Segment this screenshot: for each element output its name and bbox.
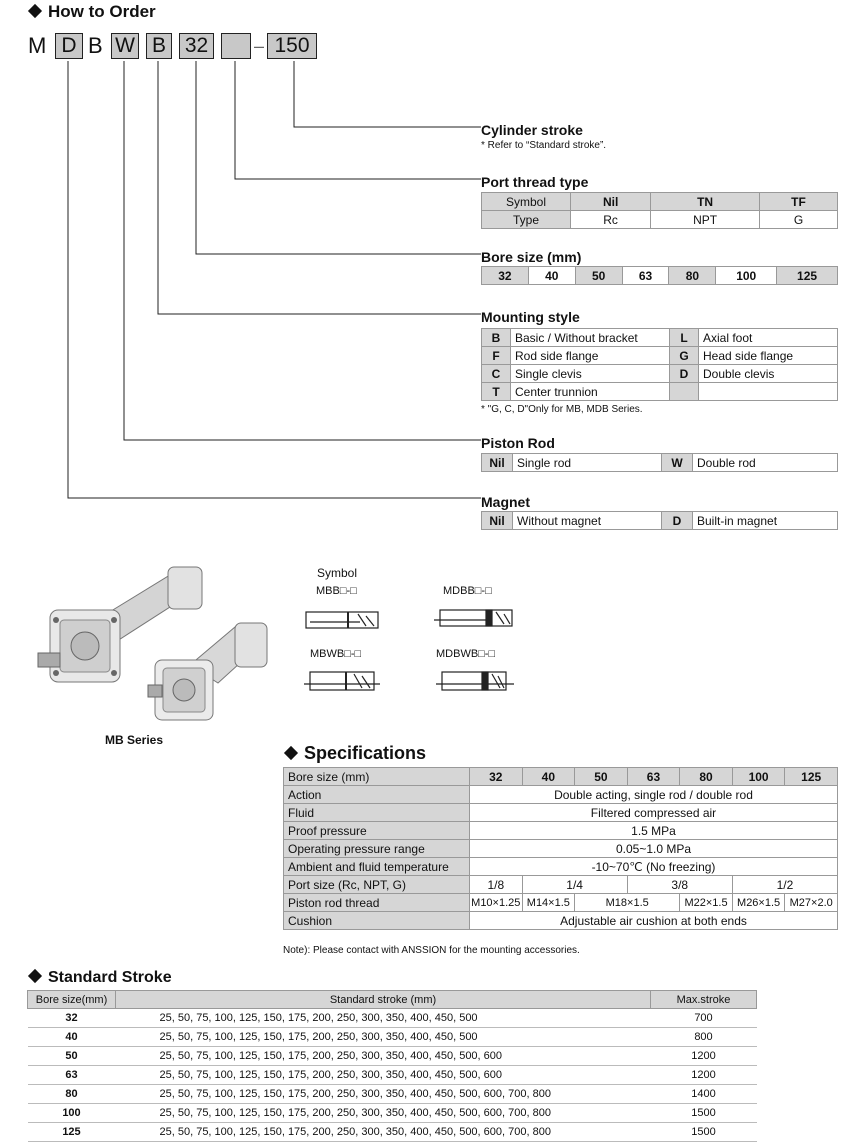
table-cell: 80 (28, 1085, 116, 1104)
symbol-mbwb-icon (304, 672, 380, 690)
symbol-title: Symbol (317, 566, 358, 580)
standard-stroke-table (27, 990, 757, 1142)
port-thread-table (481, 192, 838, 229)
table-cell: 63 (627, 768, 680, 786)
table-cell: Operating pressure range (284, 840, 470, 858)
table-cell: 40 (522, 768, 575, 786)
table-cell: -10~70℃ (No freezing) (470, 858, 838, 876)
cylinder-stroke-note: * Refer to “Standard stroke”. (481, 140, 607, 151)
table-cell: 50 (28, 1047, 116, 1066)
table-cell: Fluid (284, 804, 470, 822)
table-cell: Symbol (482, 193, 571, 211)
table-cell: M18×1.5 (575, 894, 680, 912)
table-row (482, 365, 838, 383)
table-cell: Nil (482, 454, 513, 472)
table-cell: 0.05~1.0 MPa (470, 840, 838, 858)
port-thread-title: Port thread type (481, 174, 589, 190)
table-row (482, 211, 838, 229)
table-cell: Single clevis (511, 365, 670, 383)
standard-stroke-heading (30, 969, 172, 987)
table-cell: 50 (575, 267, 622, 285)
table-cell: 25, 50, 75, 100, 125, 150, 175, 200, 250, 300, 350, 400, 450, 500 (116, 1028, 651, 1047)
magnet-table (481, 511, 838, 530)
product-cylinder-image (30, 565, 280, 730)
table-cell: 1400 (651, 1085, 757, 1104)
table-cell: Center trunnion (511, 383, 670, 401)
table-cell: G (759, 211, 837, 229)
table-row (482, 329, 838, 347)
code-dash: – (254, 36, 265, 56)
table-cell: Nil (482, 512, 513, 530)
table-cell: D (670, 365, 699, 383)
table-cell: 25, 50, 75, 100, 125, 150, 175, 200, 250, 300, 350, 400, 450, 500, 600, 700, 800 (116, 1104, 651, 1123)
table-cell: C (482, 365, 511, 383)
table-cell: Bore size (mm) (284, 768, 470, 786)
table-cell: 1/8 (470, 876, 523, 894)
table-row (284, 840, 838, 858)
table-cell: 32 (470, 768, 523, 786)
table-row (284, 768, 838, 786)
table-cell: Adjustable air cushion at both ends (470, 912, 838, 930)
table-cell: 80 (669, 267, 716, 285)
table-cell: 1200 (651, 1047, 757, 1066)
table-cell: M14×1.5 (522, 894, 575, 912)
piston-rod-title: Piston Rod (481, 435, 555, 451)
table-row (28, 1085, 757, 1104)
table-cell: 25, 50, 75, 100, 125, 150, 175, 200, 250, 300, 350, 400, 450, 500, 600, 700, 800 (116, 1123, 651, 1142)
table-cell: 25, 50, 75, 100, 125, 150, 175, 200, 250, 300, 350, 400, 450, 500, 600 (116, 1047, 651, 1066)
table-cell: 25, 50, 75, 100, 125, 150, 175, 200, 250, 300, 350, 400, 450, 500, 600, 700, 800 (116, 1085, 651, 1104)
specifications-note: Note): Please contact with ANSSION for the mounting accessories. (283, 945, 580, 956)
table-cell: NPT (651, 211, 760, 229)
pneumatic-symbols (300, 600, 530, 700)
table-cell: G (670, 347, 699, 365)
table-row (284, 876, 838, 894)
symbol-label-mbwb: MBWB□-□ (310, 648, 362, 660)
table-cell: W (662, 454, 693, 472)
symbol-mdbwb-icon (436, 672, 514, 690)
table-cell: M22×1.5 (680, 894, 733, 912)
mounting-style-table (481, 328, 838, 401)
specifications-table (283, 767, 838, 930)
specifications-heading (286, 743, 426, 764)
table-cell (670, 383, 699, 401)
table-cell: 40 (28, 1028, 116, 1047)
leader-lines (0, 0, 860, 520)
symbol-mbb-icon (306, 612, 378, 628)
table-row (482, 267, 838, 285)
how-to-order-title: How to Order (48, 2, 156, 21)
table-cell: 100 (732, 768, 785, 786)
table-cell: 63 (622, 267, 669, 285)
code-stroke-box: 150 (267, 33, 317, 59)
table-cell: Double acting, single rod / double rod (470, 786, 838, 804)
table-cell: Bore size(mm) (28, 991, 116, 1009)
product-caption: MB Series (105, 733, 164, 747)
table-cell: 125 (785, 768, 838, 786)
table-cell: 1200 (651, 1066, 757, 1085)
code-magnet-box: D (55, 33, 83, 59)
table-row (482, 512, 838, 530)
table-cell: 1.5 MPa (470, 822, 838, 840)
table-row (482, 454, 838, 472)
table-row (28, 1104, 757, 1123)
table-row (284, 804, 838, 822)
table-cell: Standard stroke (mm) (116, 991, 651, 1009)
table-cell: 32 (28, 1009, 116, 1028)
table-cell: 25, 50, 75, 100, 125, 150, 175, 200, 250, 300, 350, 400, 450, 500 (116, 1009, 651, 1028)
table-cell: 1/4 (522, 876, 627, 894)
table-cell: TN (651, 193, 760, 211)
table-row (284, 894, 838, 912)
table-cell: 1/2 (732, 876, 837, 894)
table-row (284, 822, 838, 840)
table-row (482, 347, 838, 365)
table-cell: 125 (777, 267, 838, 285)
table-cell: Nil (571, 193, 651, 211)
bore-size-table (481, 266, 838, 285)
table-cell: Filtered compressed air (470, 804, 838, 822)
table-cell: B (482, 329, 511, 347)
table-cell: M10×1.25 (470, 894, 523, 912)
table-cell: 40 (528, 267, 575, 285)
code-m: M (28, 33, 47, 58)
mounting-style-title: Mounting style (481, 309, 580, 325)
table-row (28, 1009, 757, 1028)
table-cell (699, 383, 838, 401)
table-row (284, 858, 838, 876)
symbol-label-mdbb: MDBB□-□ (443, 585, 492, 597)
diamond-bullet-icon (284, 746, 298, 760)
table-cell: 100 (716, 267, 777, 285)
table-cell: F (482, 347, 511, 365)
table-cell: Proof pressure (284, 822, 470, 840)
table-cell: Built-in magnet (693, 512, 838, 530)
symbol-label-mbb: MBB□-□ (316, 585, 357, 597)
table-cell: 800 (651, 1028, 757, 1047)
table-cell: D (662, 512, 693, 530)
table-cell: 100 (28, 1104, 116, 1123)
table-row (28, 991, 757, 1009)
table-cell: M27×2.0 (785, 894, 838, 912)
table-cell: Action (284, 786, 470, 804)
table-cell: 125 (28, 1123, 116, 1142)
table-cell: 1500 (651, 1104, 757, 1123)
piston-rod-table (481, 453, 838, 472)
table-cell: Single rod (513, 454, 662, 472)
table-cell: Double rod (693, 454, 838, 472)
code-b: B (88, 33, 103, 58)
table-cell: TF (759, 193, 837, 211)
table-cell: Port size (Rc, NPT, G) (284, 876, 470, 894)
table-cell: Max.stroke (651, 991, 757, 1009)
table-cell: 50 (575, 768, 628, 786)
bore-size-title: Bore size (mm) (481, 249, 582, 265)
table-row (284, 786, 838, 804)
table-cell: 32 (482, 267, 529, 285)
table-cell: Ambient and fluid temperature (284, 858, 470, 876)
table-cell: 1500 (651, 1123, 757, 1142)
table-cell: Head side flange (699, 347, 838, 365)
table-cell: T (482, 383, 511, 401)
table-cell: 25, 50, 75, 100, 125, 150, 175, 200, 250, 300, 350, 400, 450, 500, 600 (116, 1066, 651, 1085)
table-cell: L (670, 329, 699, 347)
table-cell: Type (482, 211, 571, 229)
symbol-mdbb-icon (434, 610, 512, 626)
table-cell: 700 (651, 1009, 757, 1028)
mounting-style-note: * "G, C, D"Only for MB, MDB Series. (481, 404, 643, 415)
table-cell: M26×1.5 (732, 894, 785, 912)
table-cell: 3/8 (627, 876, 732, 894)
table-row (28, 1047, 757, 1066)
table-row (28, 1123, 757, 1142)
table-cell: Without magnet (513, 512, 662, 530)
standard-stroke-title: Standard Stroke (48, 969, 172, 986)
cylinder-stroke-title: Cylinder stroke (481, 122, 583, 138)
code-bore-box: 32 (179, 33, 214, 59)
code-mount-box: B (146, 33, 172, 59)
magnet-title: Magnet (481, 494, 530, 510)
specifications-title: Specifications (304, 743, 427, 763)
table-row (482, 383, 838, 401)
table-cell: Cushion (284, 912, 470, 930)
table-row (284, 912, 838, 930)
table-cell: Piston rod thread (284, 894, 470, 912)
table-row (28, 1028, 757, 1047)
table-cell: 80 (680, 768, 733, 786)
code-rod-box: W (111, 33, 139, 59)
table-cell: 63 (28, 1066, 116, 1085)
table-cell: Basic / Without bracket (511, 329, 670, 347)
table-row (482, 193, 838, 211)
table-cell: Axial foot (699, 329, 838, 347)
symbol-label-mdbwb: MDBWB□-□ (436, 648, 496, 660)
table-cell: Rod side flange (511, 347, 670, 365)
table-row (28, 1066, 757, 1085)
table-cell: Double clevis (699, 365, 838, 383)
diamond-bullet-icon (28, 969, 42, 983)
table-cell: Rc (571, 211, 651, 229)
